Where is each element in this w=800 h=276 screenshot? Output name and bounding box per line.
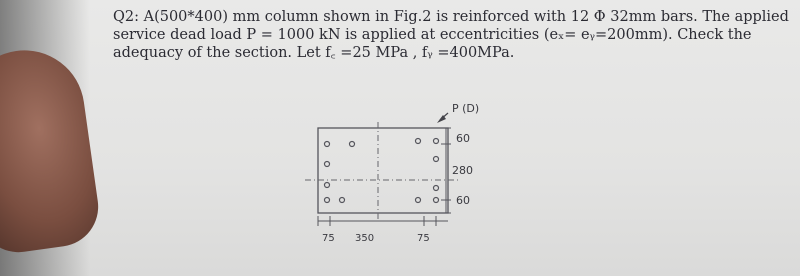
bar (434, 139, 439, 144)
right-dim-label: 60 (456, 194, 470, 207)
right-dim-label: 60 (456, 132, 470, 145)
bar (325, 183, 330, 188)
question-line-2: service dead load P = 1000 kN is applied at eccentricities (eₓ= eᵧ=200mm). Check the (113, 27, 752, 43)
bar (434, 198, 439, 203)
load-label: P (D) (452, 102, 480, 115)
column-figure (300, 100, 500, 254)
question-line-3: adequacy of the section. Let f꜀ =25 MPa , fᵧ =400MPa. (113, 45, 515, 61)
section-outline (318, 128, 448, 213)
right-dim-label: 280 (452, 164, 473, 177)
question-line-1: Q2: A(500*400) mm column shown in Fig.2 is reinforced with 12 Φ 32mm bars. The applied (113, 9, 789, 25)
bar (416, 139, 421, 144)
bar (340, 198, 345, 203)
bar (434, 157, 439, 162)
bar (325, 198, 330, 203)
bar (434, 186, 439, 191)
bar (325, 142, 330, 147)
bottom-dim-label: 75 (417, 233, 430, 244)
bar (350, 142, 355, 147)
bar (325, 162, 330, 167)
bottom-dim-label: 350 (355, 233, 375, 244)
bar (416, 198, 421, 203)
column-section-diagram (300, 100, 500, 250)
bottom-dim-label: 75 (322, 233, 335, 244)
question-block (113, 8, 789, 62)
